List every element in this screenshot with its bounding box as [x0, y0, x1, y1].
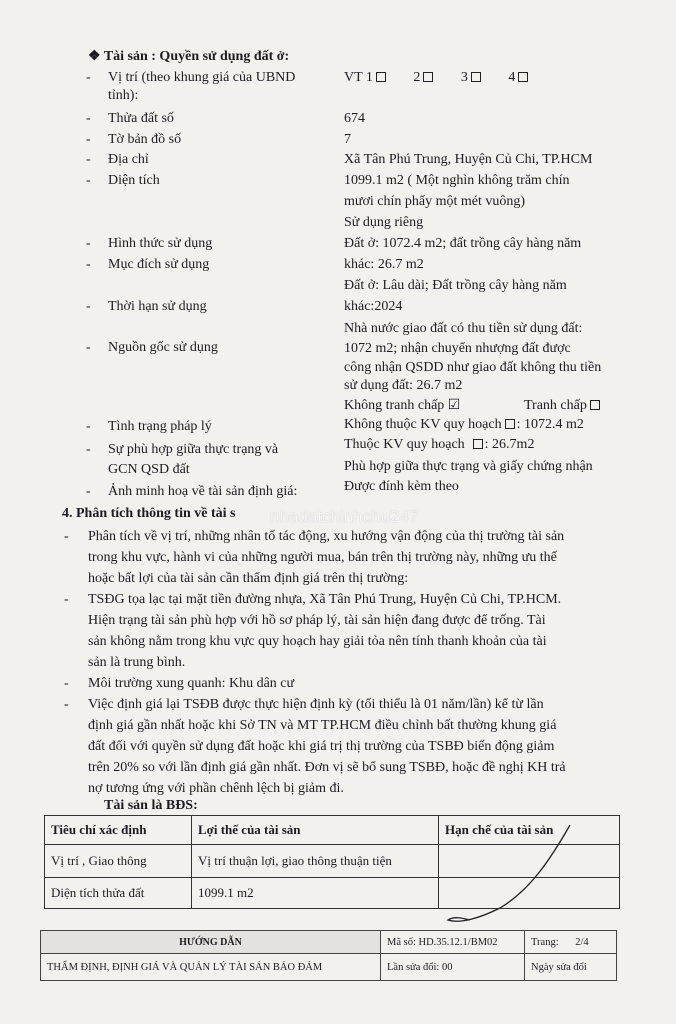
dien-tich-label: Diện tích: [108, 173, 160, 188]
anh-minh-hoa-value: Được đính kèm theo: [344, 479, 459, 494]
table-title: Tài sản là BĐS:: [104, 798, 198, 813]
su-phu-hop-label: Sự phù hợp giữa thực trạng và: [108, 442, 279, 457]
table-header: Tiêu chí xác định: [45, 816, 192, 845]
vi-tri-label: Vị trí (theo khung giá của UBND: [108, 70, 296, 85]
dia-chi-label: Địa chỉ: [108, 152, 149, 167]
checkbox-icon: [590, 400, 600, 410]
table-cell: Vị trí , Giao thông: [45, 845, 192, 878]
dien-tich-value-cont: mươi chín phẩy một mét vuông): [344, 194, 526, 209]
anh-minh-hoa-label: Ảnh minh hoạ về tài sản định giá:: [108, 484, 298, 499]
watermark: nhadatchinhchu247: [270, 507, 419, 526]
to-ban-do-label: Tờ bản đồ số: [108, 132, 182, 147]
p2-line: sản không nằm trong khu vực quy hoạch hay giải tỏa nên tính thanh khoản của tài: [88, 634, 547, 649]
footer-tham-dinh: THẨM ĐỊNH, ĐỊNH GIÁ VÀ QUẢN LÝ TÀI SẢN BẢO ĐẢM: [41, 954, 381, 981]
table-cell: 1099.1 m2: [192, 878, 439, 909]
p3-line: Môi trường xung quanh: Khu dân cư: [88, 676, 295, 691]
diamond-bullet-icon: ❖: [88, 49, 101, 64]
p1-line: trong khu vực, hành vi của những người mua, bán trên thị trường này, những ưu thế: [88, 550, 557, 565]
checkbox-icon: [471, 72, 481, 82]
su-phu-hop-value: Phù hợp giữa thực trạng và giấy chứng nhận: [344, 459, 593, 474]
p4-line: định giá gần nhất hoặc khi Sở TN và MT TP.HCM điều chỉnh bất thường khung giá: [88, 718, 557, 733]
tranh-chap: Tranh chấp: [524, 397, 602, 415]
p4-line: đất đối với quyền sử dụng đất hoặc khi giá trị thị trường của TSBĐ biến động giảm: [88, 739, 555, 754]
dat-o-lau-dai: Đất ở: Lâu dài; Đất trồng cây hàng năm: [344, 278, 567, 293]
su-phu-hop-label-cont: GCN QSD đất: [108, 462, 190, 477]
checkbox-icon: [473, 439, 483, 449]
nguon-goc-label: Nguồn gốc sử dụng: [108, 340, 218, 355]
hinh-thuc-value: Đất ở: 1072.4 m2; đất trồng cây hàng năm: [344, 236, 582, 251]
table-cell: Diện tích thửa đất: [45, 878, 192, 909]
thoi-han-value: khác:2024: [344, 299, 403, 314]
document-page: ❖ Tài sản : Quyền sử dụng đất ở: - Vị trí (theo khung giá của UBND tỉnh): VT 1 2 3 4 - Thửa đất số 674 - Tờ bản đồ số 7 - Địa chỉ Xã Tân Phú Trung, Huyện Củ Chi, TP.HCM - Diện tích 1099.1 m2 ( Một nghìn không trăm chín mươi chín phẩy một mét vuông) Sử dụng riêng - Hình thức sử dụng Đất ở: 1072.4 m2; đất trồng cây hàng năm - Mục đích sử dụng khác: 26.7 m2 Đất ở: Lâu dài; Đất trồng cây hàng năm - Thời hạn sử dụng khác:2024 Nhà nước giao đất có thu tiền sử dụng đất: - Nguồn gốc sử dụng 1072 m2; nhận chuyển nhượng đất được công nhận QSDD như giao đất không thu tiền sử dụng đất: 26.7 m2 Không tranh chấp ☑ Tranh chấp - Tình trạng pháp lý Không thuộc KV quy hoạch : 1072.4 m2 - Sự phù hợp giữa thực trạng và Thuộc KV quy hoạch : 26.7m2 GCN QSD đất Phù hợp giữa thực trạng và giấy chứng nhận - Ảnh minh hoạ về tài sản định giá: Được đính kèm theo 4. Phân tích thông tin về tài s nhadatchinhchu247 - Phân tích về vị trí, những nhân tố tác động, xu hướng vận động của thị trường tài sản trong khu vực, hành vi của những người mua, bán trên thị trường này, những ưu thế hoặc bất lợi của tài sản cần thẩm định giá trên thị trường: - TSĐG tọa lạc tại mặt tiền đường nhựa, Xã Tân Phú Trung, Huyện Củ Chi, TP.HCM. Hiện trạng tài sản phù hợp với hồ sơ pháp lý, tài sản hiện đang được để trống. Tài sản không nằm trong khu vực quy hoạch hay giải tỏa nên tính thanh khoản của tài sản là trung bình. - Môi trường xung quanh: Khu dân cư - Việc định giá lại TSĐB được thực hiện định kỳ (tối thiểu là 01 năm/lần) kể từ lần định giá gần nhất hoặc khi Sở TN và MT TP.HCM điều chỉnh bất thường khung giá đất đối với quyền sử dụng đất hoặc khi giá trị thị trường của TSBĐ biến động giảm trên 20% so với lần định giá gần nhất. Đơn vị sẽ bổ sung TSBĐ, hoặc đề nghị KH trả nợ tương ứng với phần chênh lệch bị giảm đi. Tài sản là BĐS: Tiêu chí xác định Lợi thế của tài sản Hạn chế của tài sản Vị trí , Giao thông Vị trí thuận lợi, giao thông thuận tiện Diện tích thửa đất 1099.1 m2 HƯỚNG DẪN Mã số: HD.35.12.1/BM02 Trang: 2/4 THẨM ĐỊNH, ĐỊNH GIÁ VÀ QUẢN LÝ TÀI SẢN BẢO ĐẢM Lần sửa đổi: 00 Ngày sửa đổi: [0, 0, 676, 1024]
p2-line: sản là trung bình.: [88, 655, 186, 670]
p1-line: Phân tích về vị trí, những nhân tố tác động, xu hướng vận động của thị trường tài sản: [88, 529, 565, 544]
footer-trang: Trang: 2/4: [525, 931, 617, 954]
muc-dich-value: khác: 26.7 m2: [344, 257, 424, 272]
su-dung-rieng: Sử dụng riêng: [344, 215, 424, 230]
p2-line: TSĐG tọa lạc tại mặt tiền đường nhựa, Xã Tân Phú Trung, Huyện Củ Chi, TP.HCM.: [88, 592, 562, 607]
muc-dich-label: Mục đích sử dụng: [108, 257, 210, 272]
footer-ma-so: Mã số: HD.35.12.1/BM02: [381, 931, 525, 954]
nguon-goc-value-1: Nhà nước giao đất có thu tiền sử dụng đất:: [344, 321, 583, 336]
footer-lan-sua-doi: Lần sửa đổi: 00: [381, 954, 525, 981]
nguon-goc-value-2: 1072 m2; nhận chuyển nhượng đất được: [344, 341, 571, 356]
khong-thuoc-kv: Không thuộc KV quy hoạch : 1072.4 m2: [344, 417, 584, 432]
to-ban-do-value: 7: [344, 132, 351, 147]
footer-table: [40, 930, 617, 981]
thuoc-kv: Thuộc KV quy hoạch : 26.7m2: [344, 437, 535, 452]
hinh-thuc-label: Hình thức sử dụng: [108, 236, 213, 251]
table-header: Lợi thế của tài sản: [192, 816, 439, 845]
checkbox-icon: [423, 72, 433, 82]
tinh-trang-label: Tình trạng pháp lý: [108, 419, 212, 434]
p2-line: Hiện trạng tài sản phù hợp với hồ sơ pháp lý, tài sản hiện đang được để trống. Tài: [88, 613, 546, 628]
dia-chi-value: Xã Tân Phú Trung, Huyện Củ Chi, TP.HCM: [344, 152, 593, 167]
thoi-han-label: Thời hạn sử dụng: [108, 299, 207, 314]
dien-tich-value: 1099.1 m2 ( Một nghìn không trăm chín: [344, 173, 570, 188]
p4-line: Việc định giá lại TSĐB được thực hiện định kỳ (tối thiểu là 01 năm/lần) kể từ lần: [88, 697, 544, 712]
footer-huong-dan: HƯỚNG DẪN: [41, 931, 381, 954]
khong-tranh-chap: Không tranh chấp ☑: [344, 398, 461, 413]
nguon-goc-value-4: sử dụng đất: 26.7 m2: [344, 378, 463, 393]
nguon-goc-value-3: công nhận QSDD như giao đất không thu tiền: [344, 360, 602, 375]
vt-options: VT 1 2 3 4: [344, 69, 530, 87]
signature-scribble: [440, 820, 600, 930]
dash-marker: -: [86, 70, 91, 85]
checkbox-icon: [376, 72, 386, 82]
table-cell: Vị trí thuận lợi, giao thông thuận tiện: [192, 845, 439, 878]
thua-dat-label: Thửa đất số: [108, 111, 174, 126]
p4-line: nợ tương ứng với phần chênh lệch bị giảm đi.: [88, 781, 344, 796]
thua-dat-value: 674: [344, 111, 365, 126]
p1-line: hoặc bất lợi của tài sản cần thẩm định giá trên thị trường:: [88, 571, 409, 586]
checkbox-icon: [505, 419, 515, 429]
p4-line: trên 20% so với lần định giá gần nhất. Đơn vị sẽ bổ sung TSBĐ, hoặc đề nghị KH trả: [88, 760, 566, 775]
checkbox-icon: [518, 72, 528, 82]
section-title: ❖ Tài sản : Quyền sử dụng đất ở:: [88, 49, 290, 64]
footer-ngay-sua-doi: Ngày sửa đổi: [525, 954, 617, 981]
table-header: Hạn chế của tài sản: [439, 816, 620, 845]
vi-tri-label-cont: tỉnh):: [108, 88, 139, 103]
section4-title: 4. Phân tích thông tin về tài s: [62, 506, 236, 521]
